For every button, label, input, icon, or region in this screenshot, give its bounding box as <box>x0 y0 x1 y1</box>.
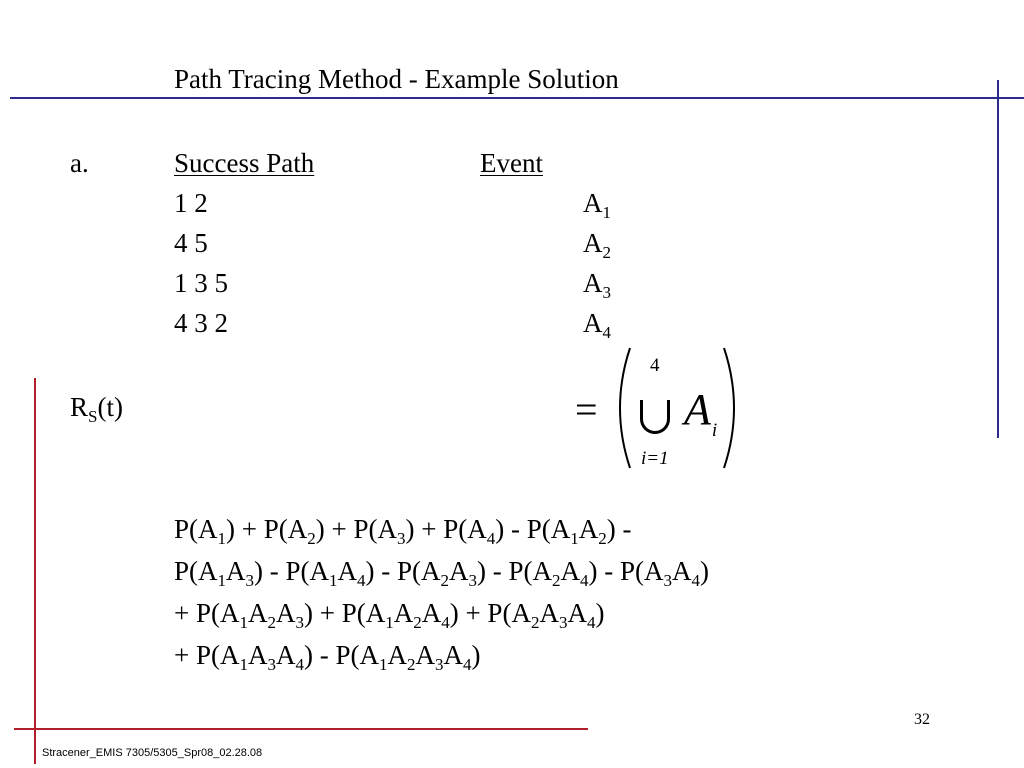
event-row-4: $A_4$ <box>583 308 611 342</box>
expansion-line-3: + $P(A_1A_2A_3) + P(A_1A_2A_4) + P(A_2A_3A_4)$ <box>174 598 605 632</box>
reliability-label: $R_S(t)$ <box>70 392 123 426</box>
event-row-2: $A_2$ <box>583 228 611 262</box>
page-number: 32 <box>914 711 930 728</box>
header-event: Event <box>480 148 543 178</box>
top-rule <box>10 97 1024 99</box>
part-label: a. <box>70 148 89 178</box>
left-rule <box>34 378 36 764</box>
bottom-rule <box>14 728 588 730</box>
union-variable: $A_i$ <box>684 385 718 441</box>
union-upper-limit: 4 <box>650 355 660 376</box>
expansion-line-2: $P(A_1A_3) - P(A_1A_4) - P(A_2A_3) - P(A_2A_4) - P(A_3A_4)$ <box>174 556 710 590</box>
path-row-1: 1 2 <box>174 188 208 218</box>
right-paren-icon <box>722 346 746 470</box>
header-success-path: Success Path <box>174 148 315 178</box>
union-symbol-icon <box>640 400 670 434</box>
slide-title: Path Tracing Method - Example Solution <box>174 64 619 94</box>
event-row-3: $A_3$ <box>583 268 611 302</box>
expansion-line-4: + $P(A_1A_3A_4) - P(A_1A_2A_3A_4)$ <box>174 640 481 674</box>
union-lower-limit: i=1 <box>641 448 669 469</box>
expansion-line-1: $P(A_1) + P(A_2) + P(A_3) + P(A_4) - P(A_1A_2)$ - <box>174 514 632 548</box>
left-paren-icon <box>608 346 632 470</box>
right-rule <box>997 80 999 438</box>
path-row-4: 4 3 2 <box>174 308 228 338</box>
event-row-1: $A_1$ <box>583 188 611 222</box>
path-row-3: 1 3 5 <box>174 268 228 298</box>
path-row-2: 4 5 <box>174 228 208 258</box>
equals-sign: = <box>575 387 598 432</box>
footer-text: Stracener_EMIS 7305/5305_Spr08_02.28.08 <box>42 747 263 759</box>
